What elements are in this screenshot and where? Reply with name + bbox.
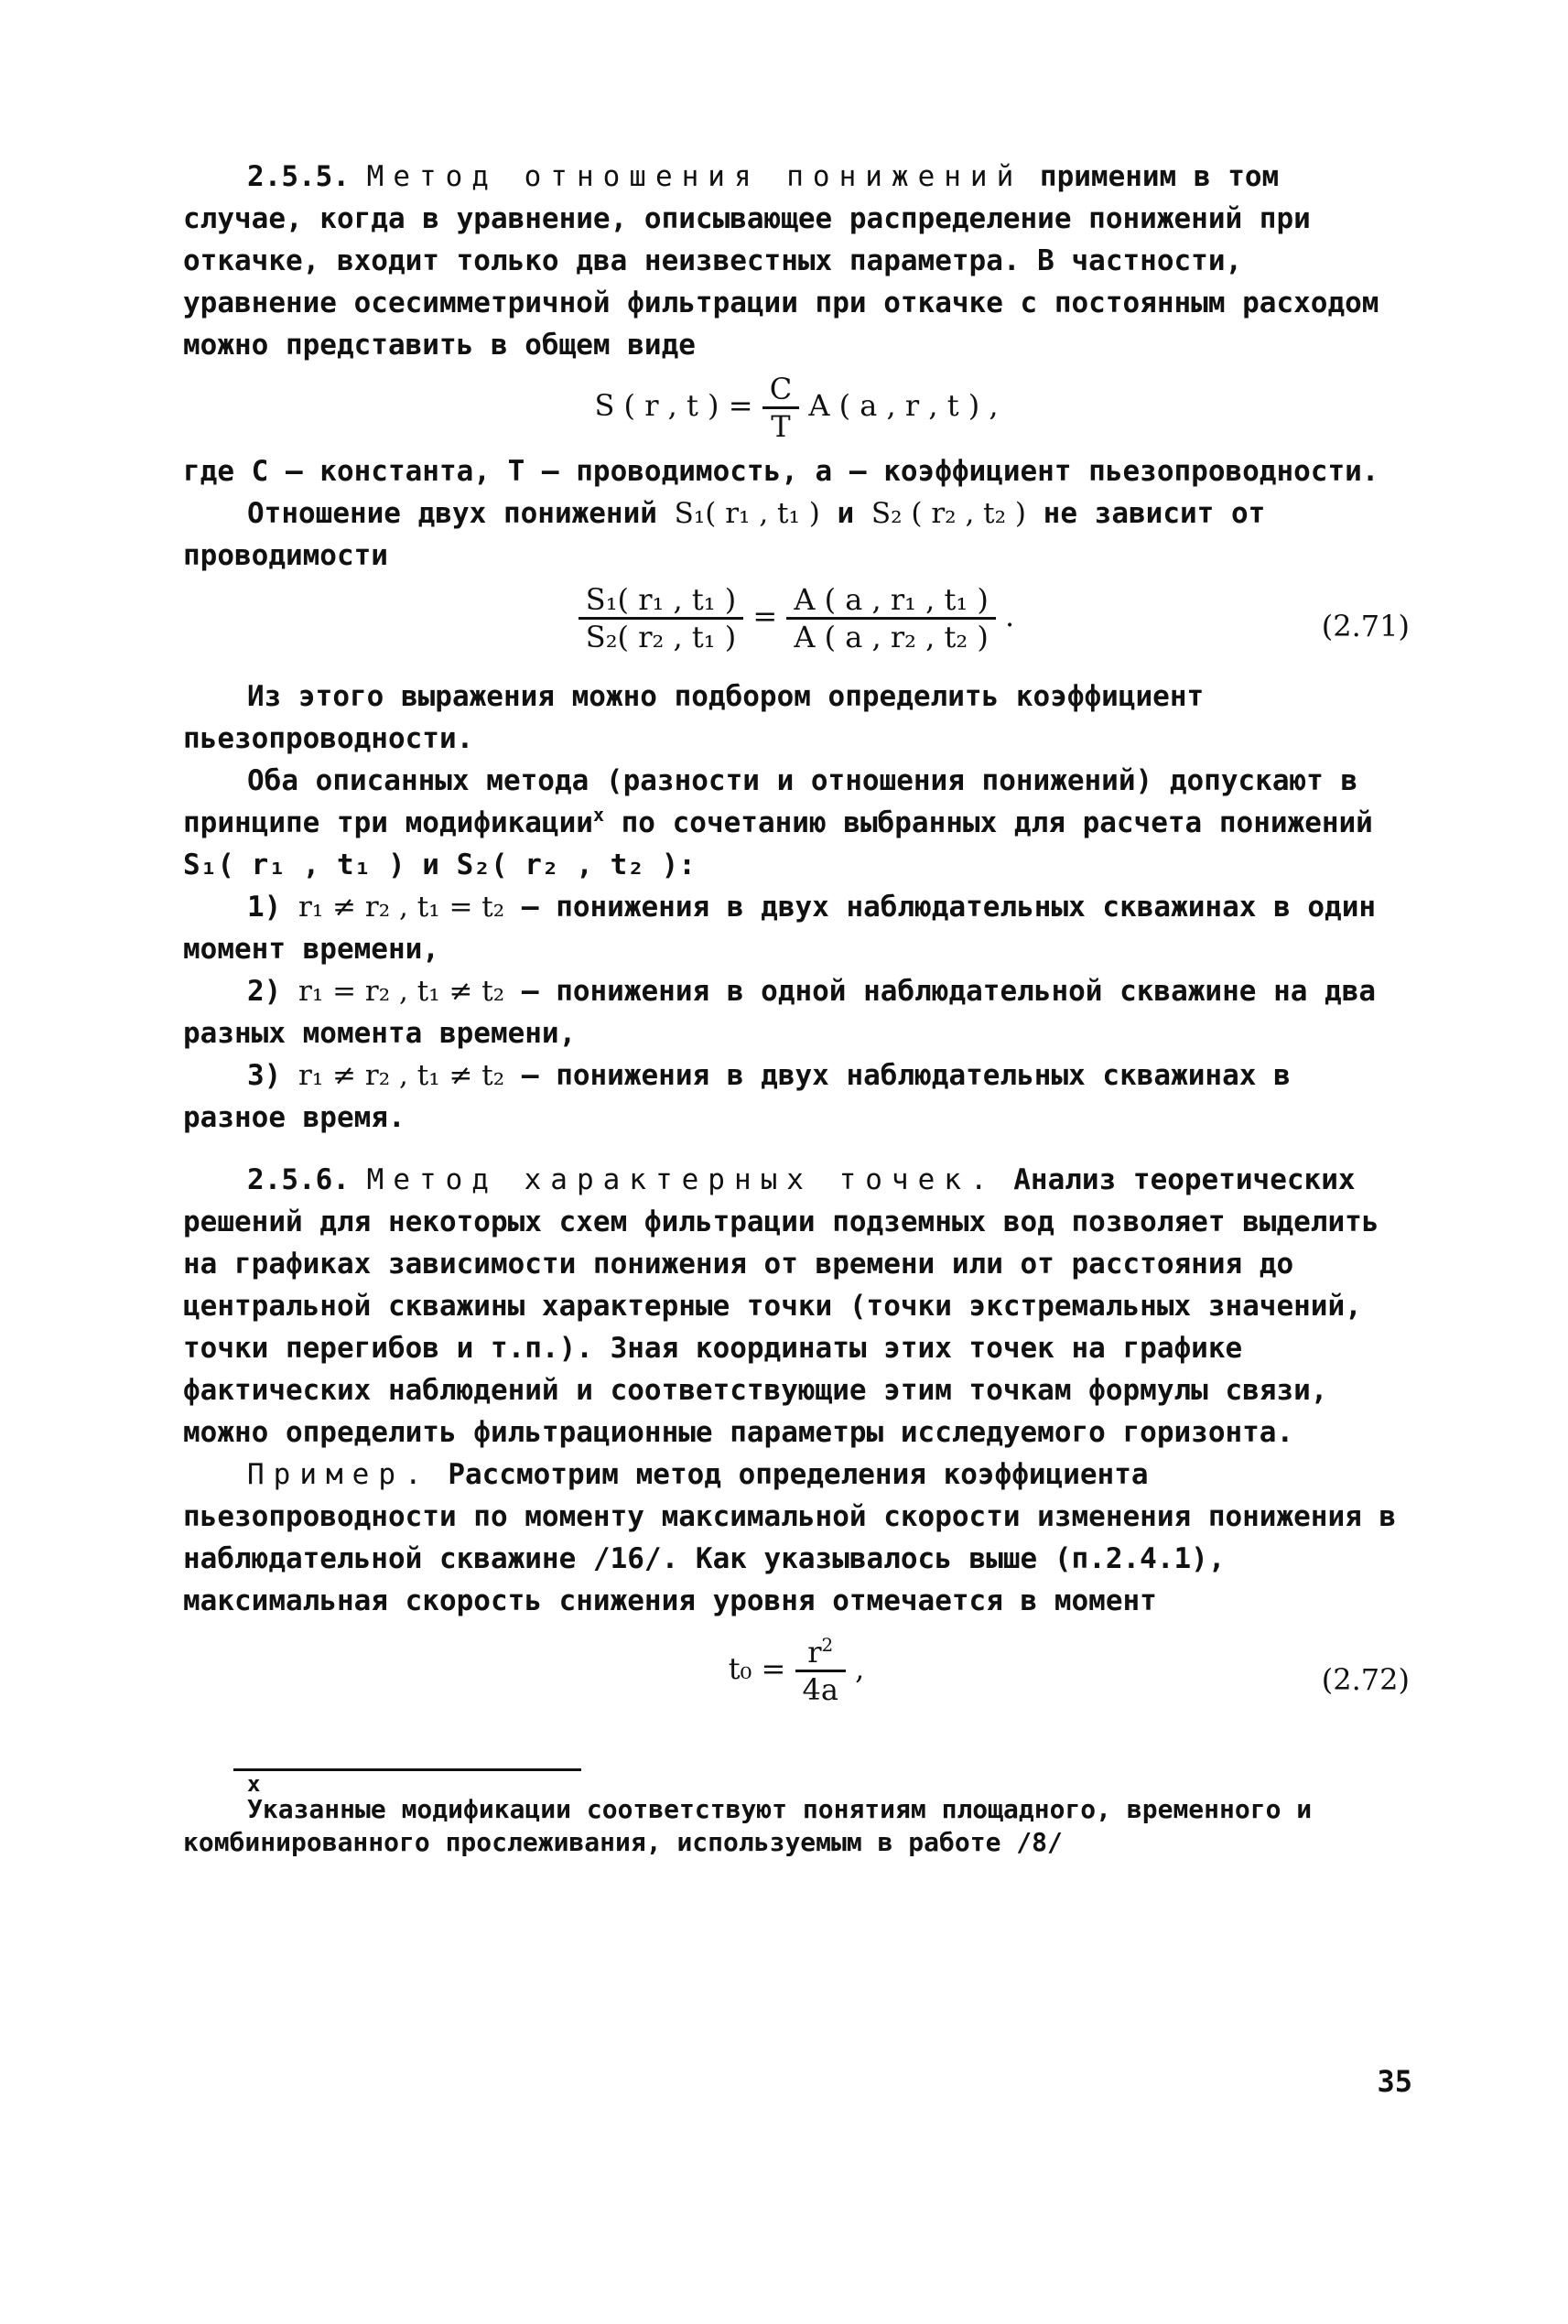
ratio-text-a: Отношение двух понижений [247, 497, 657, 530]
eq272-num-exponent: 2 [821, 1634, 834, 1656]
paragraph-2-5-5 [183, 156, 1410, 366]
section-heading-2-5-5: Метод отношения понижений [366, 160, 1023, 193]
eq271-left-fraction [579, 582, 743, 654]
eq271-right-num: A ( a , r₁ , t₁ ) [786, 582, 996, 620]
paragraph-both-methods [183, 760, 1410, 886]
example-label: Пример. [247, 1458, 431, 1491]
example-text: Рассмотрим метод определения коэффициента пьезопроводности по моменту максимальной скорости изменения понижения в наблюдательной скважине /16/. Как указывалось выше (п.2.4.1), максимальная скорость снижения уровня отмечается в момент [183, 1458, 1397, 1617]
eq271-right-den: A ( a , r₂ , t₂ ) [794, 620, 989, 654]
list-item-1-text: – понижения в двух наблюдательных скважинах в один момент времени, [183, 891, 1377, 966]
paragraph-2-5-6 [183, 1159, 1410, 1454]
eq271-left-den: S₂( r₂ , t₁ ) [585, 620, 737, 654]
both-text-a: Оба описанных метода (разности и отношения понижений) допускают в принципе три модификации [183, 764, 1358, 839]
equation-number-2-71: (2.71) [1321, 609, 1410, 643]
section-heading-2-5-6: Метод характерных точек. [366, 1163, 997, 1196]
list-item-2-condition: r₁ = r₂ , t₁ ≠ t₂ [298, 975, 505, 1008]
equation-general-lhs: S ( r , t ) = [594, 388, 753, 423]
list-item-2-text: – понижения в одной наблюдательной скважине на два разных момента времени, [183, 975, 1377, 1050]
list-item-3 [183, 1054, 1410, 1139]
list-item-3-text: – понижения в двух наблюдательных скважинах в разное время. [183, 1059, 1291, 1134]
eq272-end: , [855, 1651, 865, 1686]
paragraph-ratio [183, 492, 1410, 577]
list-item-2-label: 2) [247, 975, 282, 1008]
ratio-s2: S₂ ( r₂ , t₂ ) [871, 497, 1026, 530]
footnote-text: Указанные модификации соответствуют понятиям площадного, временного и комбинированного прослеживания, используемым в работе /8/ [183, 1794, 1313, 1857]
footnote-rule [233, 1768, 581, 1771]
list-item-2 [183, 970, 1410, 1054]
paragraph-after-2-71: Из этого выражения можно подбором определить коэффициент пьезопроводности. [183, 680, 1205, 755]
eq272-num [795, 1635, 846, 1672]
eq271-left-num: S₁( r₁ , t₁ ) [579, 582, 743, 620]
ratio-s1: S₁( r₁ , t₁ ) [674, 497, 820, 530]
section-text-2-5-5: применим в том случае, когда в уравнение, описывающее распределение понижений при откачке, входит только два неизвестных параметра. В частности, уравнение осесимметричной фильтрации при откачке с постоянным расходом можно представить в общем виде [183, 160, 1379, 362]
section-number-2-5-6: 2.5.6. [247, 1163, 350, 1196]
eq272-den: 4a [802, 1672, 838, 1707]
footnote-marker: x [592, 804, 604, 826]
equation-general-fraction [762, 372, 799, 444]
ratio-and: и [837, 497, 855, 530]
equation-2-71 [183, 582, 1410, 670]
equation-general-rhs: A ( a , r , t ) , [808, 388, 999, 423]
paragraph-example [183, 1454, 1410, 1622]
equation-general-num: C [762, 372, 799, 409]
equation-2-72 [183, 1627, 1410, 1728]
list-item-1-label: 1) [247, 891, 282, 924]
ratio-text-b: не зависит от проводимости [183, 497, 1266, 572]
eq272-fraction [795, 1635, 846, 1707]
eq271-right-fraction [786, 582, 996, 654]
paragraph-where: где C – константа, T – проводимость, a – коэффициент пьезопроводности. [183, 455, 1379, 488]
text-column [183, 156, 1410, 1859]
page-number: 35 [1377, 2064, 1412, 2099]
section-text-2-5-6: Анализ теоретических решений для некоторых схем фильтрации подземных вод позволяет выделить на графиках зависимости понижения от времени или от расстояния до центральной скважины характерные точки (точки экстремальных значений, точки перегибов и т.п.). Зная координаты этих точек на графике фактических наблюдений и соответствующие этим точкам формулы связи, можно определить фильтрационные параметры исследуемого горизонта. [183, 1163, 1379, 1449]
eq272-lhs: t₀ = [728, 1651, 786, 1686]
list-item-1-condition: r₁ ≠ r₂ , t₁ = t₂ [298, 891, 505, 924]
list-item-1 [183, 886, 1410, 970]
both-text-b: по сочетанию выбранных для расчета понижений S₁( r₁ , t₁ ) и S₂( r₂ , t₂ ): [183, 806, 1373, 881]
eq271-equals: = [752, 599, 778, 633]
equation-general [183, 372, 1410, 445]
eq271-end: . [1005, 599, 1015, 633]
list-item-3-condition: r₁ ≠ r₂ , t₁ ≠ t₂ [298, 1059, 505, 1092]
section-number-2-5-5: 2.5.5. [247, 160, 350, 193]
equation-general-den: T [771, 409, 791, 444]
footnote-mark: x [247, 1771, 261, 1797]
list-item-3-label: 3) [247, 1059, 282, 1092]
equation-number-2-72: (2.72) [1321, 1662, 1410, 1697]
eq272-num-base: r [807, 1635, 822, 1670]
